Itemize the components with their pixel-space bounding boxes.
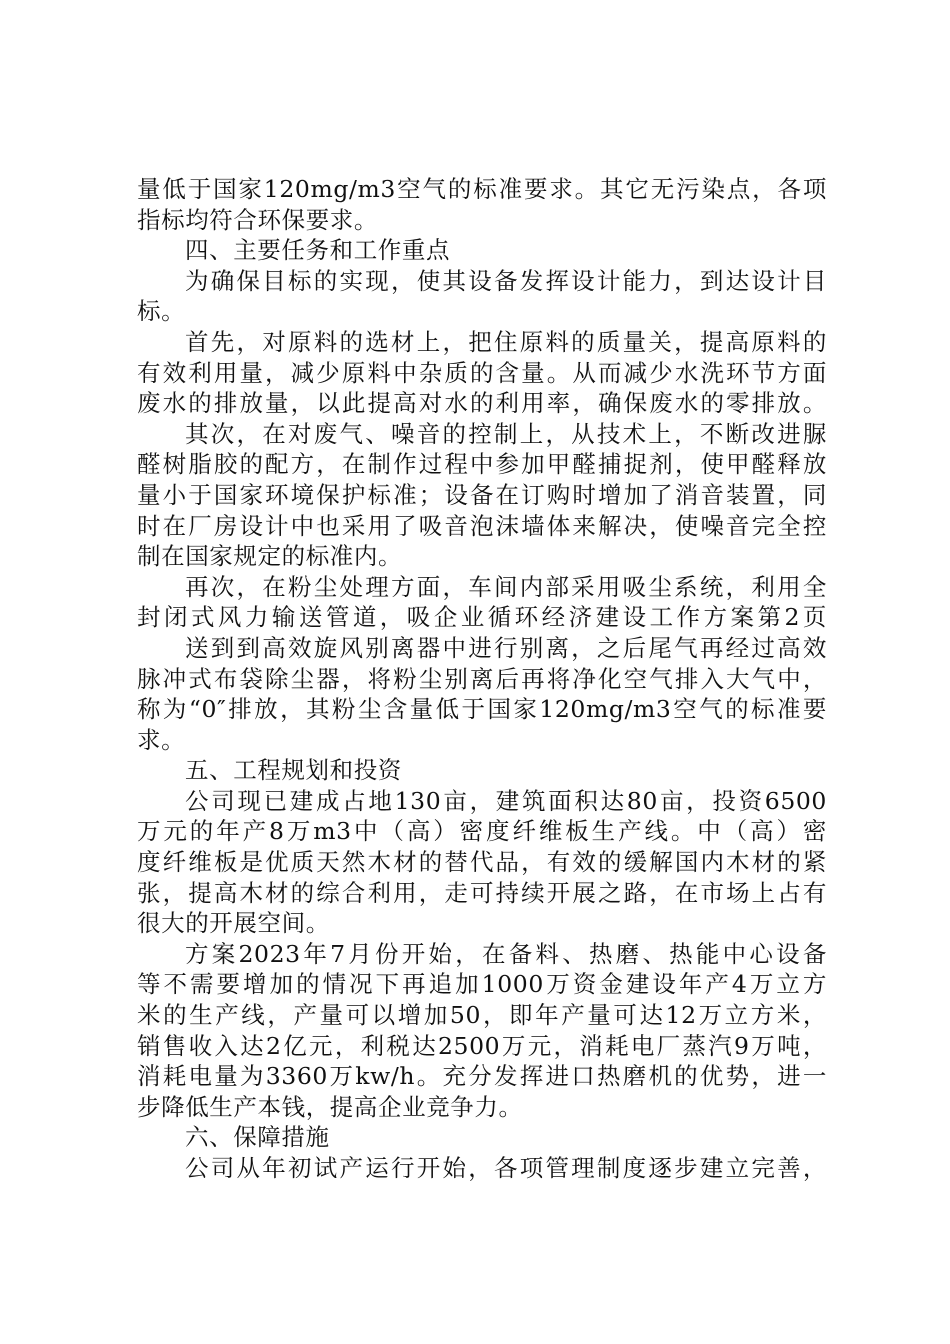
text-line: 标。: [137, 297, 186, 326]
text-line: 求。: [137, 725, 186, 754]
text-line: 醛树脂胶的配方，在制作过程中参加甲醛捕捉剂，使甲醛释放: [137, 450, 827, 479]
text-line: 废水的排放量，以此提高对水的利用率，确保废水的零排放。: [137, 389, 827, 418]
text-line: 万元的年产8万m3中（高）密度纤维板生产线。中（高）密: [137, 817, 827, 846]
text-line: 销售收入达2亿元，利税达2500万元，消耗电厂蒸汽9万吨，: [137, 1031, 827, 1060]
text-line: 步降低生产本钱，提高企业竞争力。: [137, 1092, 523, 1121]
text-line: 量低于国家120mg/m3空气的标准要求。其它无污染点，各项: [137, 175, 827, 203]
text-line: 指标均符合环保要求。: [137, 205, 378, 234]
text-line: 很大的开展空间。: [137, 909, 330, 938]
document-body: [137, 174, 827, 1184]
text-line: 送到到高效旋风别离器中进行别离，之后尾气再经过高效: [185, 633, 827, 662]
section-heading: 六、保障措施: [185, 1123, 330, 1152]
text-line: 米的生产线，产量可以增加50，即年产量可达12万立方米，: [137, 1001, 827, 1030]
text-line: 公司现已建成占地130亩，建筑面积达80亩，投资6500: [185, 786, 827, 815]
text-line: 首先，对原料的选材上，把住原料的质量关，提高原料的: [185, 327, 827, 356]
text-line: 脉冲式布袋除尘器，将粉尘别离后再将净化空气排入大气中，: [137, 664, 827, 693]
text-line: 封闭式风力输送管道，吸企业循环经济建设工作方案第2页: [137, 603, 827, 632]
text-line: 张，提高木材的综合利用，走可持续开展之路，在市场上占有: [137, 878, 827, 907]
text-line: 再次，在粉尘处理方面，车间内部采用吸尘系统，利用全: [185, 572, 827, 601]
text-line: 有效利用量，减少原料中杂质的含量。从而减少水洗环节方面: [137, 358, 827, 387]
text-line: 量小于国家环境保护标准；设备在订购时增加了消音装置，同: [137, 480, 827, 509]
text-line: 制在国家规定的标准内。: [137, 542, 403, 571]
text-line: 公司从年初试产运行开始，各项管理制度逐步建立完善，: [185, 1154, 827, 1182]
section-heading: 四、主要任务和工作重点: [185, 236, 451, 265]
text-line: 等不需要增加的情况下再追加1000万资金建设年产4万立方: [137, 970, 827, 999]
text-line: 消耗电量为3360万kw/h。充分发挥进口热磨机的优势，进一: [137, 1062, 827, 1091]
text-line: 为确保目标的实现，使其设备发挥设计能力，到达设计目: [185, 266, 827, 295]
text-line: 称为“0″排放，其粉尘含量低于国家120mg/m3空气的标准要: [137, 695, 827, 724]
text-line: 度纤维板是优质天然木材的替代品，有效的缓解国内木材的紧: [137, 848, 827, 877]
section-heading: 五、工程规划和投资: [185, 756, 402, 785]
text-line: 其次，在对废气、噪音的控制上，从技术上，不断改进脲: [185, 419, 827, 448]
text-line: 时在厂房设计中也采用了吸音泡沫墙体来解决，使噪音完全控: [137, 511, 827, 540]
text-line: 方案2023年7月份开始，在备料、热磨、热能中心设备: [185, 939, 827, 968]
